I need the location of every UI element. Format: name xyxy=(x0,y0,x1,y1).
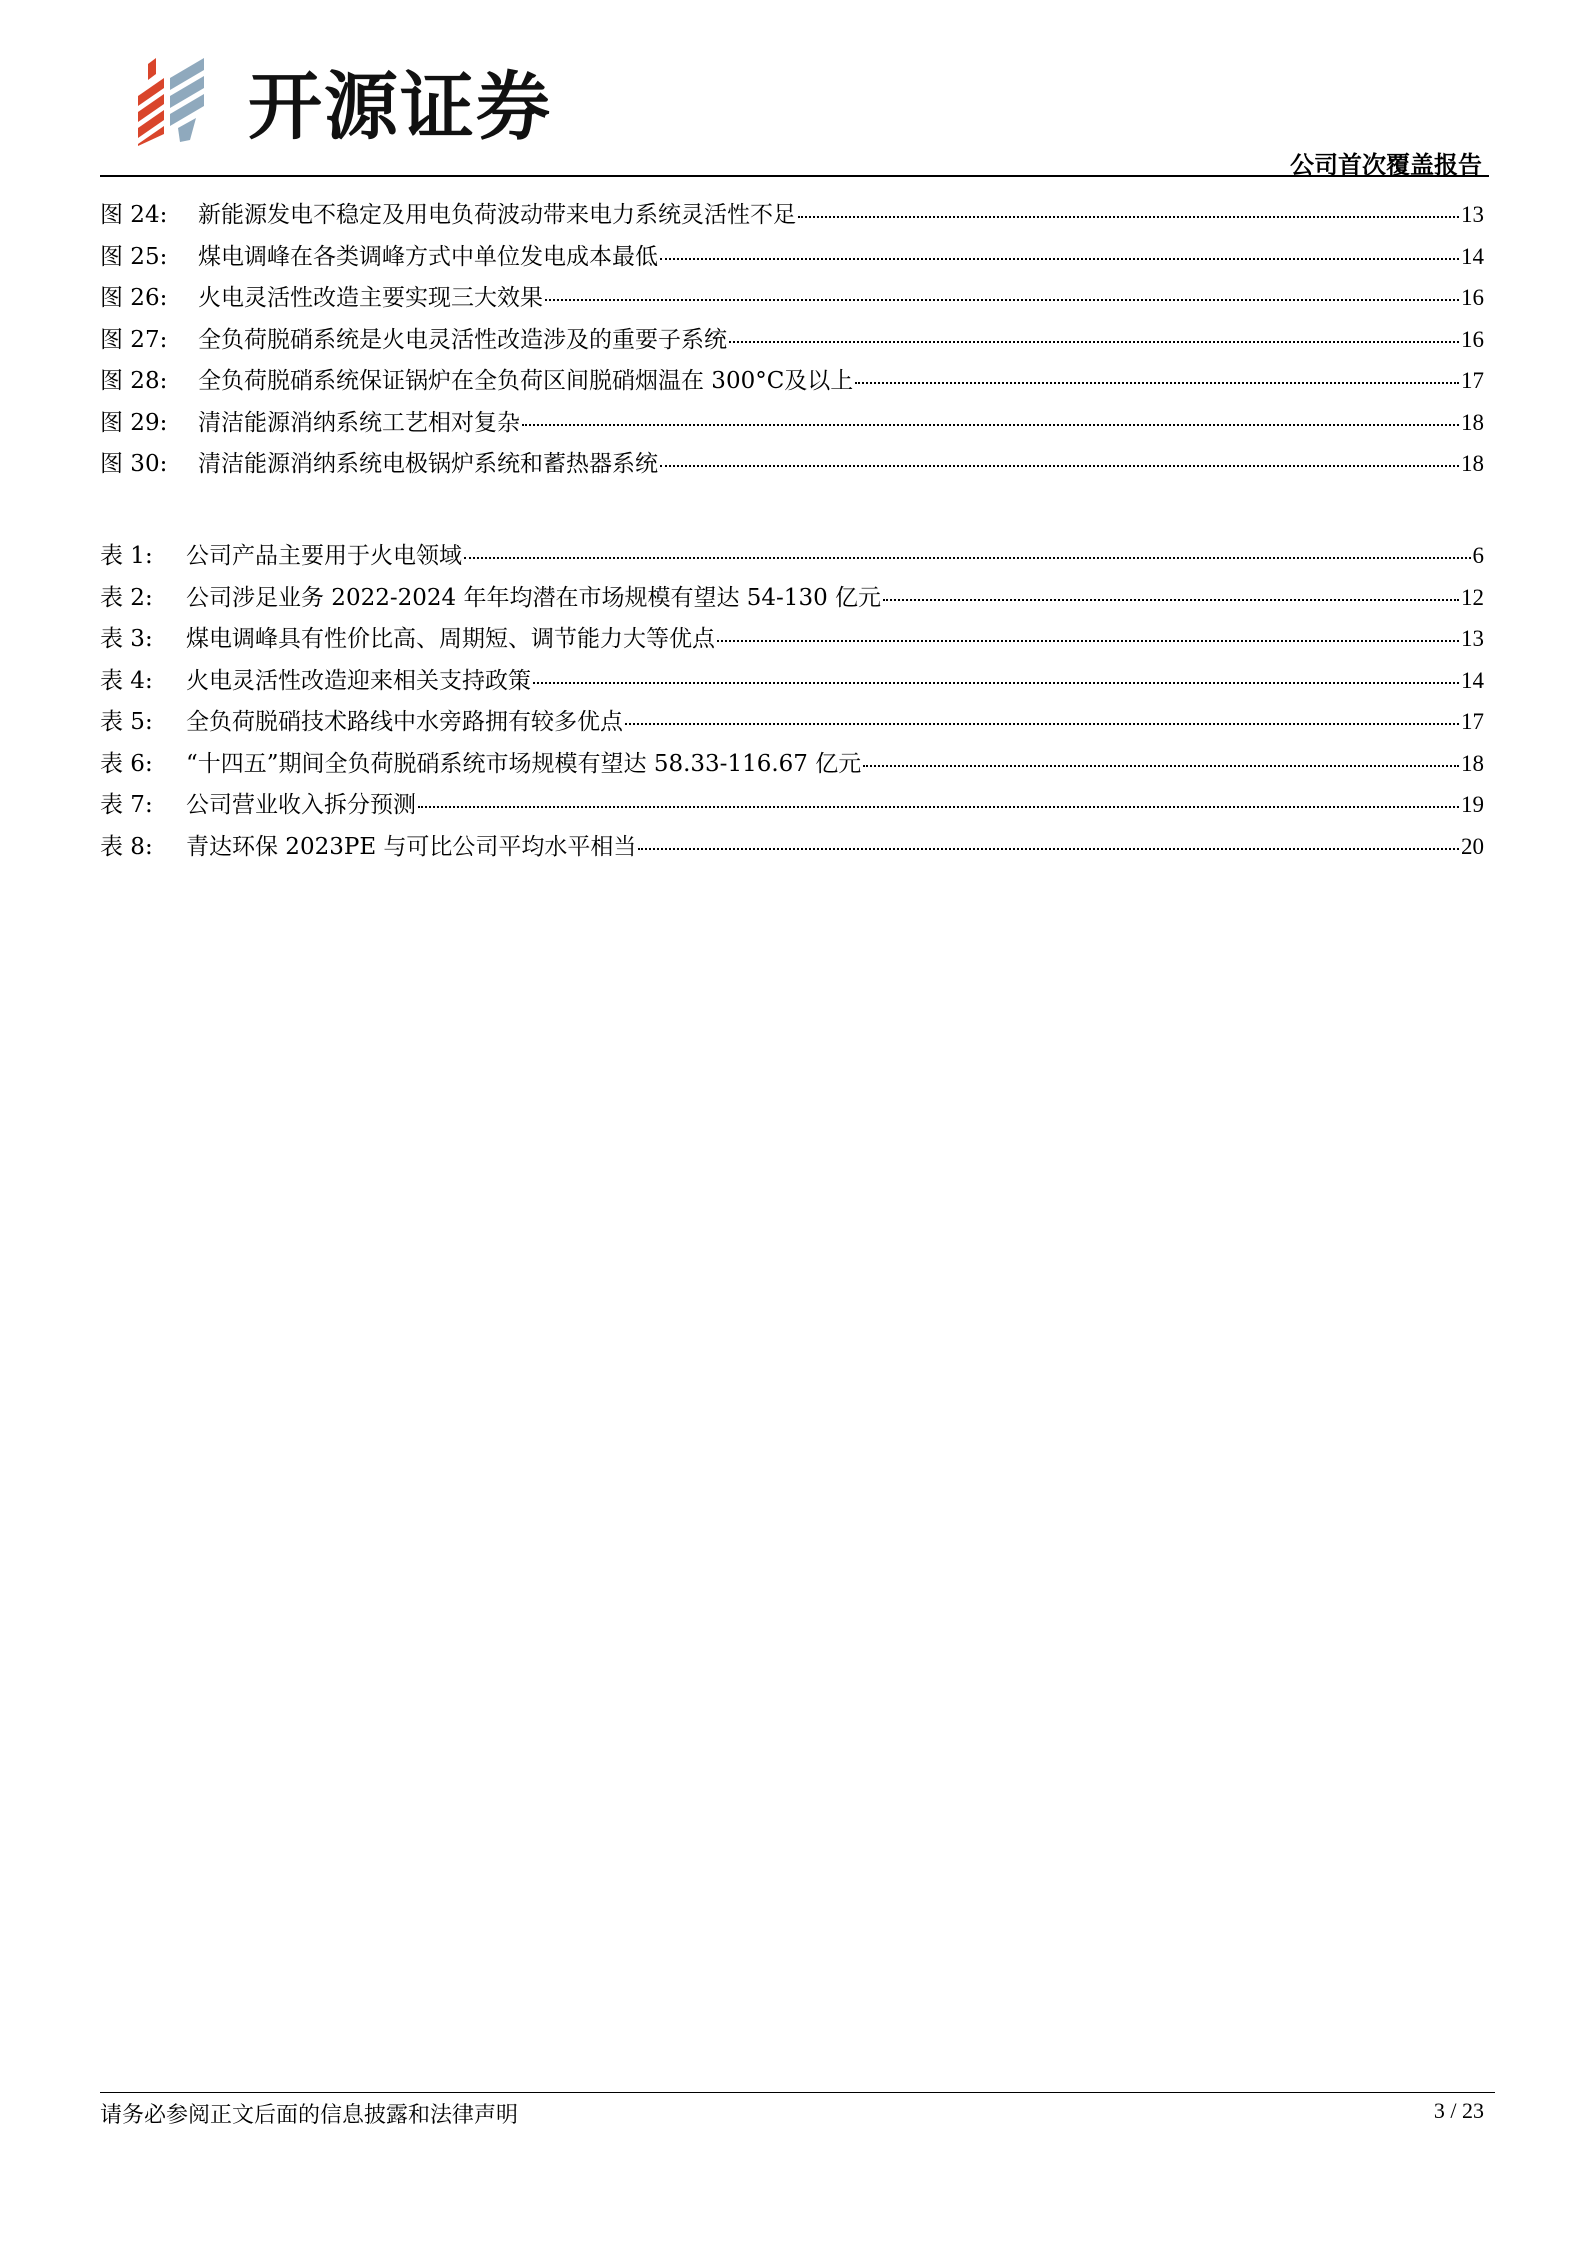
entry-title: 全负荷脱硝系统保证锅炉在全负荷区间脱硝烟温在 300°C及以上 xyxy=(198,368,854,394)
entry-page: 14 xyxy=(1461,667,1484,693)
entry-title: 火电灵活性改造主要实现三大效果 xyxy=(198,285,543,311)
entry-page: 19 xyxy=(1461,792,1484,817)
entry-label: 图 27: xyxy=(100,326,168,353)
dot-leader xyxy=(863,765,1459,767)
entry-label: 图 29: xyxy=(100,409,168,436)
entry-page: 18 xyxy=(1461,451,1484,476)
header-divider xyxy=(100,175,1489,177)
entry-label: 图 26: xyxy=(100,285,168,311)
entry-label: 表 7: xyxy=(100,792,153,818)
entry-label: 图 28: xyxy=(100,368,168,394)
entry-page: 16 xyxy=(1461,326,1484,352)
entry-label: 图 30: xyxy=(100,451,168,477)
entry-label: 表 2: xyxy=(100,584,153,611)
entry-page: 18 xyxy=(1461,409,1484,435)
figure-index-entry[interactable] xyxy=(100,196,1484,238)
entry-label: 表 4: xyxy=(100,667,153,694)
dot-leader xyxy=(533,682,1459,684)
figure-index xyxy=(100,196,1484,487)
entry-label: 图 25: xyxy=(100,243,168,270)
entry-page: 16 xyxy=(1461,285,1484,310)
report-type: 公司首次覆盖报告 xyxy=(1290,150,1482,179)
entry-title: 新能源发电不稳定及用电负荷波动带来电力系统灵活性不足 xyxy=(198,202,796,228)
entry-page: 13 xyxy=(1461,202,1484,227)
table-index-entry[interactable] xyxy=(100,828,1484,870)
figure-index-entry[interactable] xyxy=(100,445,1484,487)
dot-leader xyxy=(625,723,1459,725)
footer-disclaimer: 请务必参阅正文后面的信息披露和法律声明 xyxy=(100,2103,519,2128)
entry-title: 煤电调峰在各类调峰方式中单位发电成本最低 xyxy=(198,243,658,270)
figure-index-entry[interactable] xyxy=(100,404,1484,446)
entry-page: 18 xyxy=(1461,750,1484,776)
table-index-entry[interactable] xyxy=(100,620,1484,662)
entry-page: 17 xyxy=(1461,368,1484,393)
entry-label: 表 1: xyxy=(100,543,153,569)
entry-label: 表 3: xyxy=(100,626,153,652)
table-index-entry[interactable] xyxy=(100,786,1484,828)
table-index-entry[interactable] xyxy=(100,579,1484,621)
dot-leader xyxy=(660,465,1459,467)
logo-mark-icon xyxy=(134,56,234,146)
table-index-entry[interactable] xyxy=(100,537,1484,579)
entry-title: 全负荷脱硝系统是火电灵活性改造涉及的重要子系统 xyxy=(198,326,727,353)
figure-index-entry[interactable] xyxy=(100,279,1484,321)
dot-leader xyxy=(717,640,1459,642)
entry-title: 公司产品主要用于火电领域 xyxy=(186,543,462,569)
entry-title: 清洁能源消纳系统电极锅炉系统和蓄热器系统 xyxy=(198,451,658,477)
entry-title: 公司涉足业务 2022-2024 年年均潜在市场规模有望达 54-130 亿元 xyxy=(186,584,882,611)
dot-leader xyxy=(660,258,1459,260)
entry-title: 煤电调峰具有性价比高、周期短、调节能力大等优点 xyxy=(186,626,715,652)
entry-title: 清洁能源消纳系统工艺相对复杂 xyxy=(198,409,520,436)
dot-leader xyxy=(638,848,1459,850)
dot-leader xyxy=(464,557,1471,559)
entry-title: 公司营业收入拆分预测 xyxy=(186,792,416,818)
figure-index-entry[interactable] xyxy=(100,321,1484,363)
entry-page: 20 xyxy=(1461,833,1484,859)
page-number: 3 / 23 xyxy=(1433,2098,1484,2123)
entry-title: 火电灵活性改造迎来相关支持政策 xyxy=(186,667,531,694)
table-index-entry[interactable] xyxy=(100,662,1484,704)
entry-label: 表 5: xyxy=(100,709,153,735)
table-index-entry[interactable] xyxy=(100,745,1484,787)
table-index-entry[interactable] xyxy=(100,703,1484,745)
entry-title: “十四五”期间全负荷脱硝系统市场规模有望达 58.33-116.67 亿元 xyxy=(186,750,862,777)
entry-page: 12 xyxy=(1461,584,1484,610)
footer-divider xyxy=(100,2092,1495,2093)
table-index xyxy=(100,537,1484,869)
entry-page: 6 xyxy=(1472,543,1484,568)
entry-label: 图 24: xyxy=(100,202,168,228)
entry-page: 17 xyxy=(1461,709,1484,734)
entry-title: 青达环保 2023PE 与可比公司平均水平相当 xyxy=(186,833,637,860)
entry-page: 13 xyxy=(1461,626,1484,651)
dot-leader xyxy=(729,341,1459,343)
dot-leader xyxy=(545,299,1459,301)
figure-index-entry[interactable] xyxy=(100,238,1484,280)
entry-title: 全负荷脱硝技术路线中水旁路拥有较多优点 xyxy=(186,709,623,735)
entry-label: 表 6: xyxy=(100,750,153,777)
dot-leader xyxy=(522,424,1459,426)
dot-leader xyxy=(418,806,1459,808)
figure-index-entry[interactable] xyxy=(100,362,1484,404)
dot-leader xyxy=(883,599,1459,601)
brand-logo xyxy=(134,56,552,150)
dot-leader xyxy=(798,216,1459,218)
brand-name: 开源证券 xyxy=(248,64,552,150)
entry-label: 表 8: xyxy=(100,833,153,860)
entry-page: 14 xyxy=(1461,243,1484,269)
dot-leader xyxy=(855,382,1459,384)
